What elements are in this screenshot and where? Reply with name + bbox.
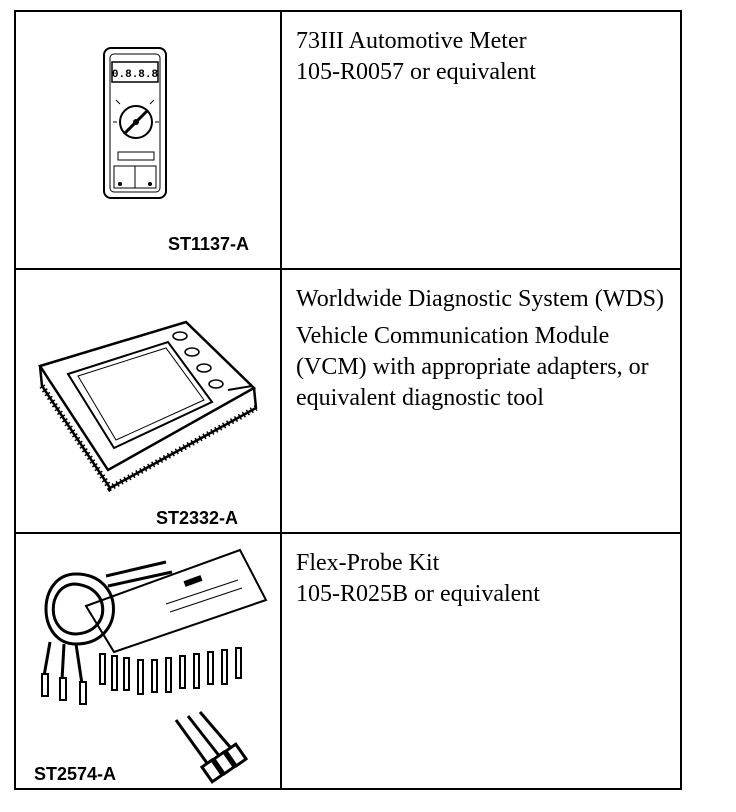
figure-code: ST2574-A	[34, 764, 117, 784]
flex-probe-kit-illustration	[16, 534, 282, 788]
figure-code: ST1137-A	[168, 234, 250, 254]
image-cell	[16, 12, 282, 268]
tool-part-number: 105-R025B or equivalent	[296, 581, 540, 607]
description-cell	[284, 270, 680, 532]
tool-part-number: 105-R0057 or equivalent	[296, 59, 536, 85]
table-row	[16, 534, 680, 788]
description-cell	[284, 12, 680, 268]
table-row	[16, 12, 680, 270]
diagnostic-system-illustration	[16, 270, 282, 532]
table-row	[16, 270, 680, 534]
tool-name: Worldwide Diagnostic System (WDS)	[296, 286, 665, 312]
tool-description: Vehicle Communication Module (VCM) with appropriate adapters, or equivalent diagnostic tool	[296, 323, 649, 411]
image-cell	[16, 534, 282, 788]
image-cell	[16, 270, 282, 532]
figure-code: ST2332-A	[156, 508, 239, 528]
tool-name: 73III Automotive Meter	[296, 28, 527, 54]
meter-display-text: 0.8.8.8	[111, 69, 159, 81]
automotive-meter-illustration	[16, 12, 282, 268]
description-cell	[284, 534, 680, 788]
tool-name: Flex-Probe Kit	[296, 550, 440, 576]
tool-table	[14, 10, 682, 790]
